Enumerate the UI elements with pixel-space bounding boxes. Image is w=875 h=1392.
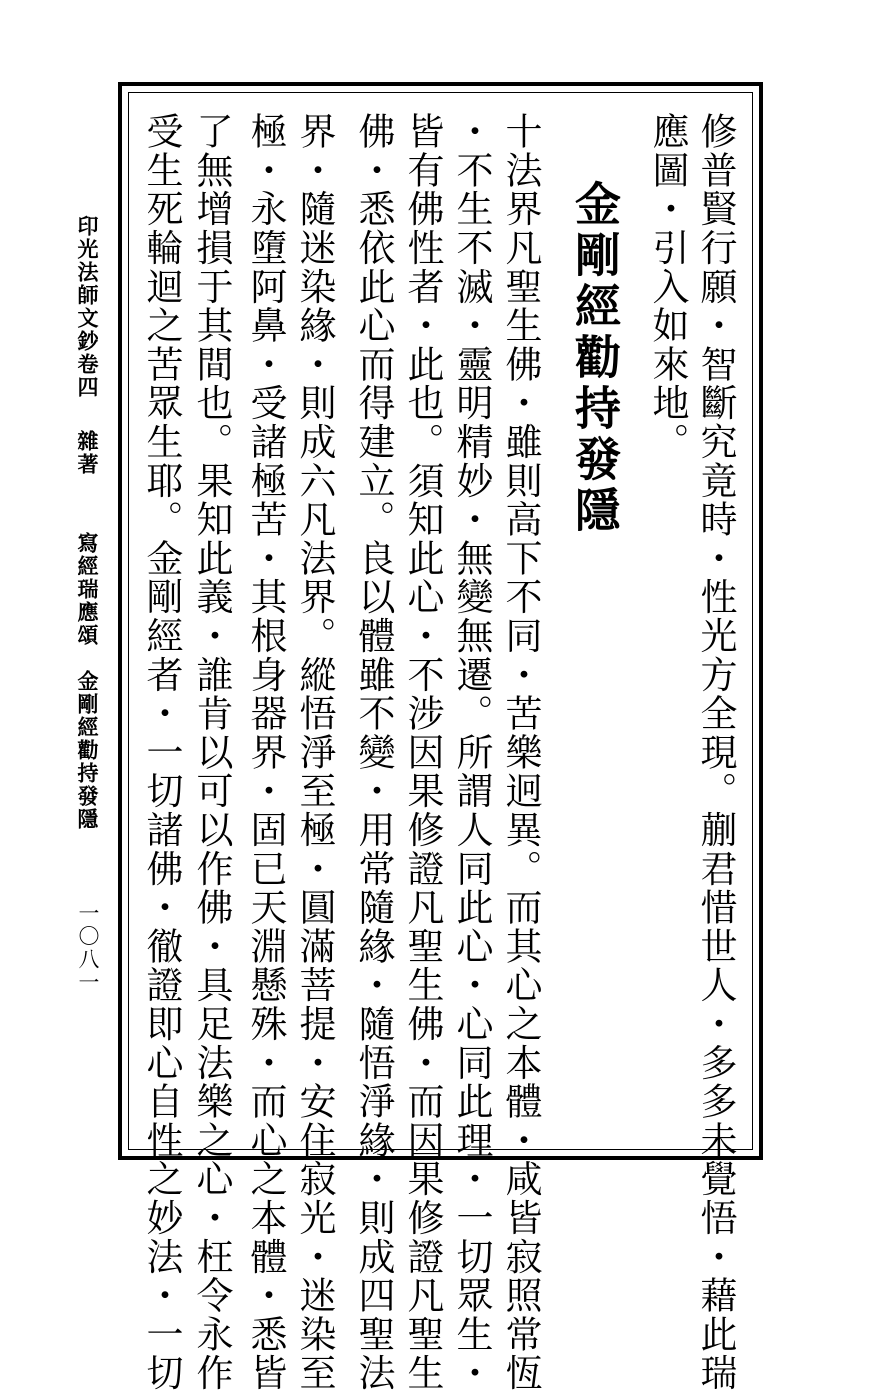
text-column-5: 皆有佛性者・此也。須知此心・不涉因果修證凡聖生佛・而因果修證凡聖生 bbox=[401, 112, 444, 1392]
running-head-section: 雜著 bbox=[75, 430, 100, 476]
text-column-2: 應圖・引入如來地。 bbox=[646, 112, 689, 462]
article-title: 金剛經勸持發隱 bbox=[568, 180, 622, 537]
text-column-3: 十法界凡聖生佛・雖則高下不同・苦樂迥異。而其心之本體・咸皆寂照常恆 bbox=[499, 112, 542, 1392]
text-column-10: 受生死輪迴之苦眾生耶。金剛經者・一切諸佛・徹證即心自性之妙法・一切 bbox=[140, 112, 183, 1392]
text-column-4: ・不生不滅・靈明精妙・無變無遷。所謂人同此心・心同此理・一切眾生・ bbox=[450, 112, 493, 1392]
page-number: 一〇八一 bbox=[76, 902, 100, 994]
text-column-7: 界・隨迷染緣・則成六凡法界。縱悟淨至極・圓滿菩提・安住寂光・迷染至 bbox=[293, 112, 336, 1392]
text-column-9: 了無增損于其間也。果知此義・誰肯以可以作佛・具足法樂之心・枉令永作 bbox=[190, 112, 233, 1392]
text-column-6: 佛・悉依此心而得建立。良以體雖不變・用常隨緣・隨悟淨緣・則成四聖法 bbox=[352, 112, 395, 1392]
text-column-8: 極・永墮阿鼻・受諸極苦・其根身器界・固已天淵懸殊・而心之本體・悉皆 bbox=[244, 112, 287, 1392]
running-head-entries: 寫經瑞應頌 金剛經勸持發隱 bbox=[75, 532, 100, 831]
text-column-1: 修普賢行願・智斷究竟時・性光方全現。蒯君惜世人・多多未覺悟・藉此瑞 bbox=[694, 112, 737, 1392]
running-head-book: 印光法師文鈔卷四 bbox=[75, 215, 100, 399]
